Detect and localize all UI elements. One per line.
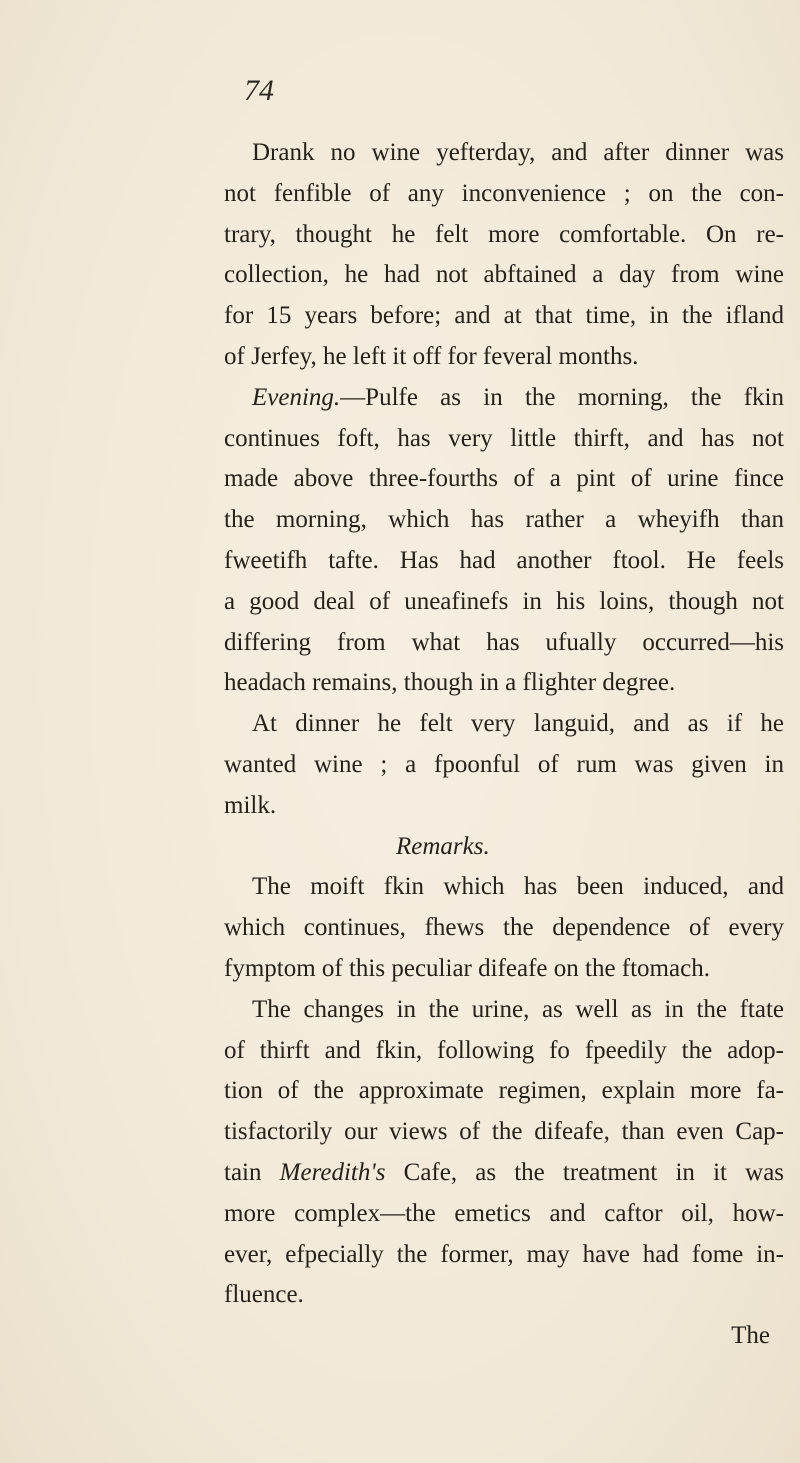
text-line: fymptom of this peculiar difeafe on the ftomach. — [224, 954, 710, 982]
text-line: for 15 years before; and at that time, in the ifland — [224, 302, 784, 330]
text-line: a good deal of uneafinefs in his loins, though not — [224, 587, 784, 615]
text-line: The changes in the urine, as well as in the ftate — [252, 995, 784, 1023]
text-line: fluence. — [224, 1281, 304, 1309]
line-start: tain — [224, 1158, 262, 1186]
text-line: which continues, fhews the dependence of every — [224, 914, 784, 942]
text-line: collection, he had not abftained a day from wine — [224, 261, 784, 289]
text-line — [224, 378, 784, 419]
text-line: ever, efpecially the former, may have had fome in- — [224, 1240, 784, 1268]
text-line: headach remains, though in a flighter degree. — [224, 669, 676, 697]
evening-label: Evening. — [252, 383, 341, 411]
text-line: Drank no wine yefterday, and after dinner was — [252, 139, 784, 166]
text-line: The moift fkin which has been induced, and — [252, 873, 784, 901]
text-line: the morning, which has rather a wheyifh than — [224, 506, 784, 534]
case-name: Meredith's — [279, 1158, 386, 1186]
page-body — [224, 133, 784, 1357]
text-line: differing from what has ufually occurred—his — [224, 628, 784, 656]
text-line: of thirft and fkin, following fo fpeedily the adop- — [224, 1036, 784, 1064]
text-line: trary, thought he felt more comfortable. On re- — [224, 220, 784, 248]
text-line: tion of the approximate regimen, explain more fa- — [224, 1077, 784, 1105]
evening-text: —Pulfe as in the morning, the fkin — [340, 383, 784, 411]
text-line: of Jerfey, he left it off for feveral months. — [224, 342, 639, 370]
remarks-heading: Remarks. — [396, 832, 490, 860]
catchword: The — [731, 1322, 770, 1350]
text-line: fweetifh tafte. Has had another ftool. He feels — [224, 546, 784, 574]
page-number: 74 — [244, 74, 274, 107]
text-line — [224, 1153, 784, 1194]
line-end: Cafe, as the treatment in it was — [403, 1158, 785, 1186]
text-line: continues foft, has very little thirft, and has not — [224, 424, 784, 452]
text-line: tisfactorily our views of the difeafe, than even Cap- — [224, 1118, 784, 1146]
text-line: more complex—the emetics and caftor oil, how- — [224, 1199, 784, 1227]
text-line: not fenfible of any inconvenience ; on the con- — [224, 179, 784, 207]
text-line: made above three-fourths of a pint of urine fince — [224, 465, 784, 493]
text-line: milk. — [224, 791, 277, 819]
text-line: wanted wine ; a fpoonful of rum was given in — [224, 750, 784, 778]
text-line: At dinner he felt very languid, and as if he — [252, 710, 784, 738]
